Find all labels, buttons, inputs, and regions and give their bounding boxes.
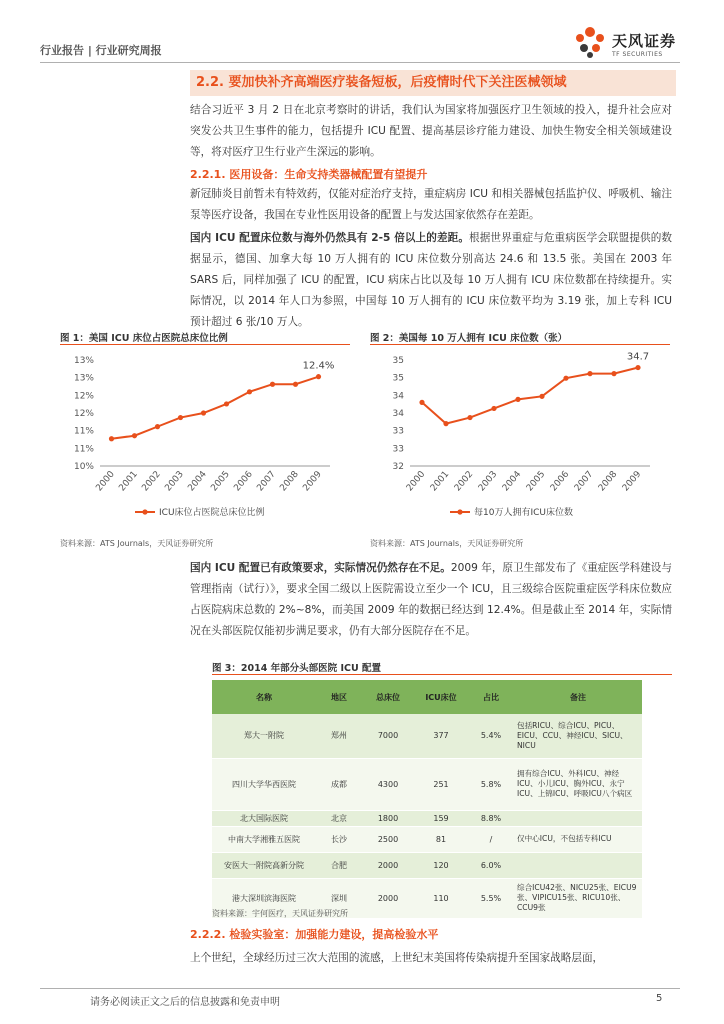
chart1-xtick-label: 2000 bbox=[94, 469, 117, 494]
col-header-ratio: 占比 bbox=[468, 680, 514, 714]
chart1-xtick-label: 2006 bbox=[232, 469, 255, 494]
table-row bbox=[212, 826, 642, 852]
chart1-ytick-label: 13% bbox=[73, 373, 94, 384]
cell-note: 仅中心ICU，不包括专科ICU bbox=[514, 826, 642, 852]
chart1-xtick-label: 2009 bbox=[301, 469, 324, 494]
logo-cn-text: 天风证券 bbox=[612, 32, 677, 50]
cell-icu: 251 bbox=[414, 758, 468, 810]
cell-name: 中南大学湘雅五医院 bbox=[212, 826, 316, 852]
cell-icu: 120 bbox=[414, 852, 468, 878]
chart1-data-point bbox=[201, 410, 206, 415]
cell-region: 北京 bbox=[316, 810, 362, 826]
subsection-title-2: 2.2.2. 检验实验室：加强能力建设，提高检验水平 bbox=[190, 928, 439, 941]
chart2-ytick-label: 35 bbox=[392, 356, 404, 366]
paragraph-2-rest: 根据世界重症与危重病医学会联盟提供的数据显示，德国、加拿大每 10 万人拥有的 ICU 床位数分别高达 24.6 和 13.5 张。美国在 2003 年 SARS 后，同样加强了 ICU 的配置，ICU 病床占比以及每 10 万人拥有 ICU 床位数都在持续提升。实际情况，以 2014 年人口为参照，中国每 10 万人拥有的 ICU 床位数平均为 3.19 张，加上专科 ICU 预计超过 6 张/10 万人。 bbox=[190, 232, 672, 328]
chart1-data-point bbox=[132, 433, 137, 438]
cell-note: 拥有综合ICU、外科ICU、神经ICU、小儿ICU、胸外ICU、永宁ICU、上锦ICU、呼吸ICU八个病区 bbox=[514, 758, 642, 810]
chart1-data-point bbox=[293, 382, 298, 387]
cell-total: 7000 bbox=[362, 714, 414, 758]
cell-total: 1800 bbox=[362, 810, 414, 826]
fig3-source: 资料来源：宇何医疗，天风证券研究所 bbox=[212, 909, 348, 918]
chart1-xtick-label: 2005 bbox=[209, 469, 232, 494]
cell-region: 合肥 bbox=[316, 852, 362, 878]
chart2-xtick-label: 2006 bbox=[548, 469, 572, 494]
subsection-title-1: 2.2.1. 医用设备：生命支持类器械配置有望提升 bbox=[190, 168, 428, 181]
fig2-title: 图 2：美国每 10 万人拥有 ICU 床位数（张） bbox=[370, 333, 568, 344]
chart2-xtick-label: 2003 bbox=[476, 469, 500, 494]
fig3-title: 图 3：2014 年部分头部医院 ICU 配置 bbox=[212, 663, 382, 674]
cell-region: 郑州 bbox=[316, 714, 362, 758]
chart2-ytick-label: 34 bbox=[392, 391, 404, 402]
fig2-divider bbox=[370, 344, 670, 345]
chart1-data-point bbox=[109, 436, 114, 441]
icu-table bbox=[212, 680, 642, 919]
chart1-xtick-label: 2008 bbox=[278, 469, 301, 494]
chart2-xtick-label: 2002 bbox=[452, 469, 476, 494]
paragraph-4: 上个世纪，全球经历过三次大范围的流感，上世纪末美国将传染病提升至国家战略层面， bbox=[190, 952, 604, 964]
chart2-data-point bbox=[515, 397, 520, 402]
chart2-xtick-label: 2009 bbox=[620, 469, 644, 494]
paragraph-2-bold: 国内 ICU 配置床位数与海外仍然具有 2-5 倍以上的差距。 bbox=[190, 232, 470, 244]
chart1-data-point bbox=[316, 374, 321, 379]
chart1-ytick-label: 12% bbox=[73, 391, 94, 402]
chart1-annotation-label: 12.4% bbox=[302, 360, 335, 372]
cell-ratio: 8.8% bbox=[468, 810, 514, 826]
table-header-row bbox=[212, 680, 642, 714]
chart1-xtick-label: 2001 bbox=[117, 469, 140, 494]
fig1-divider bbox=[60, 344, 350, 345]
cell-note: 包括RICU、综合ICU、PICU、EICU、CCU、神经ICU、SICU、NICU bbox=[514, 714, 642, 758]
chart1-xtick-label: 2003 bbox=[163, 469, 186, 494]
section-title: 2.2. 要加快补齐高端医疗装备短板，后疫情时代下关注医械领域 bbox=[190, 70, 676, 96]
table-row bbox=[212, 758, 642, 810]
page-number: 5 bbox=[656, 993, 663, 1004]
tf-logo-icon bbox=[570, 24, 610, 60]
paragraph-3 bbox=[190, 558, 672, 642]
chart2-data-point bbox=[443, 421, 448, 426]
footer-disclaimer: 请务必阅读正文之后的信息披露和免责申明 bbox=[90, 997, 280, 1008]
col-header-icu: ICU床位 bbox=[414, 680, 468, 714]
cell-icu: 81 bbox=[414, 826, 468, 852]
chart2-data-point bbox=[467, 415, 472, 420]
chart1-legend-label: ICU床位占医院总床位比例 bbox=[159, 508, 265, 518]
chart1-data-point bbox=[178, 415, 183, 420]
chart2-ytick-label: 34 bbox=[392, 409, 404, 419]
cell-ratio: 5.5% bbox=[468, 878, 514, 918]
chart1-data-point bbox=[155, 424, 160, 429]
chart2-xtick-label: 2008 bbox=[596, 469, 620, 494]
fig1-title: 图 1：美国 ICU 床位占医院总床位比例 bbox=[60, 333, 228, 344]
chart1-xtick-label: 2007 bbox=[255, 469, 278, 494]
header-report-type: 行业报告 | 行业研究周报 bbox=[40, 44, 162, 57]
chart2-series-line bbox=[422, 368, 638, 424]
paragraph-1: 新冠肺炎目前暂未有特效药，仅能对症治疗支持，重症病房 ICU 和相关器械包括监护仪、呼吸机、输注泵等医疗设备，我国在专业性医用设备的配置上与发达国家依然存在差距。 bbox=[190, 188, 672, 221]
cell-region: 长沙 bbox=[316, 826, 362, 852]
cell-icu: 159 bbox=[414, 810, 468, 826]
col-header-name: 名称 bbox=[212, 680, 316, 714]
footer-divider bbox=[40, 988, 680, 989]
chart2-ytick-label: 32 bbox=[392, 462, 404, 472]
chart2-xtick-label: 2000 bbox=[404, 469, 428, 494]
cell-ratio: 6.0% bbox=[468, 852, 514, 878]
chart2-legend-label: 每10万人拥有ICU床位数 bbox=[474, 508, 573, 518]
cell-ratio: 5.8% bbox=[468, 758, 514, 810]
chart2-xtick-label: 2004 bbox=[500, 469, 524, 494]
cell-total: 2000 bbox=[362, 852, 414, 878]
chart1-ytick-label: 11% bbox=[73, 426, 94, 437]
table-row bbox=[212, 714, 642, 758]
chart2-ytick-label: 35 bbox=[392, 373, 404, 384]
cell-name: 郑大一附院 bbox=[212, 714, 316, 758]
cell-region: 深圳 bbox=[316, 878, 362, 918]
chart2-ytick-label: 33 bbox=[392, 444, 404, 455]
chart2-ytick-label: 33 bbox=[392, 426, 404, 437]
cell-ratio: / bbox=[468, 826, 514, 852]
chart2-data-point bbox=[563, 376, 568, 381]
table-row bbox=[212, 810, 642, 826]
cell-ratio: 5.4% bbox=[468, 714, 514, 758]
chart2-xtick-label: 2005 bbox=[524, 469, 548, 494]
cell-name: 北大国际医院 bbox=[212, 810, 316, 826]
chart1-ytick-label: 13% bbox=[73, 356, 94, 366]
chart1-legend-marker bbox=[142, 509, 147, 514]
cell-note bbox=[514, 852, 642, 878]
chart1-ytick-label: 12% bbox=[73, 409, 94, 419]
chart2-data-point bbox=[587, 371, 592, 376]
cell-note bbox=[514, 810, 642, 826]
cell-icu: 377 bbox=[414, 714, 468, 758]
chart2-data-point bbox=[635, 365, 640, 370]
chart2-data-point bbox=[611, 371, 616, 376]
section-intro: 结合习近平 3 月 2 日在北京考察时的讲话，我们认为国家将加强医疗卫生领域的投入，提升社会应对突发公共卫生事件的能力，包括提升 ICU 配置、提高基层诊疗能力建设、加快生物安全相关领域建设等，将对医疗卫生行业产生深远的影响。 bbox=[190, 104, 672, 158]
cell-icu: 110 bbox=[414, 878, 468, 918]
chart1-ytick-label: 11% bbox=[73, 444, 94, 455]
logo-en-text: TF SECURITIES bbox=[612, 51, 663, 58]
paragraph-3-rest: 2009 年，原卫生部发布了《重症医学科建设与管理指南（试行）》，要求全国二级以上医院需设立至少一个 ICU，且三级综合医院重症医学科床位数应占医院病床总数的 2%~8%，而美国 2009 年的数据已经达到 12.4%。但是截止至 2014 年，实际情况在头部医院仅能初步满足要求，仍有大部分医院存在不足。 bbox=[190, 562, 672, 637]
cell-name: 安医大一附院高新分院 bbox=[212, 852, 316, 878]
chart2-annotation-label: 34.7 bbox=[626, 351, 650, 363]
header-divider bbox=[40, 62, 680, 63]
chart2-xtick-label: 2001 bbox=[428, 469, 452, 494]
chart1-xtick-label: 2002 bbox=[140, 469, 163, 494]
chart2-data-point bbox=[539, 394, 544, 399]
chart1-data-point bbox=[224, 401, 229, 406]
fig1-source: 资料来源：ATS Journals，天风证券研究所 bbox=[60, 539, 214, 548]
chart1-xtick-label: 2004 bbox=[186, 469, 209, 494]
cell-note: 综合ICU42张、NICU25张、EICU9张、VIPICU15张、RICU10张、CCU9张 bbox=[514, 878, 642, 918]
cell-region: 成都 bbox=[316, 758, 362, 810]
fig3-divider bbox=[212, 674, 672, 675]
fig2-source: 资料来源：ATS Journals，天风证券研究所 bbox=[370, 539, 524, 548]
paragraph-3-bold: 国内 ICU 配置已有政策要求，实际情况仍然存在不足。 bbox=[190, 562, 451, 574]
cell-total: 4300 bbox=[362, 758, 414, 810]
chart-icu-per-100k bbox=[370, 346, 670, 530]
chart2-legend-marker bbox=[457, 509, 462, 514]
chart2-data-point bbox=[491, 406, 496, 411]
chart-icu-ratio bbox=[60, 346, 350, 530]
chart2-data-point bbox=[419, 400, 424, 405]
cell-total: 2500 bbox=[362, 826, 414, 852]
table-row bbox=[212, 852, 642, 878]
col-header-region: 地区 bbox=[316, 680, 362, 714]
chart1-series-line bbox=[112, 377, 319, 439]
chart1-data-point bbox=[247, 389, 252, 394]
cell-name: 港大深圳滨海医院 bbox=[212, 878, 316, 918]
cell-name: 四川大学华西医院 bbox=[212, 758, 316, 810]
chart1-ytick-label: 10% bbox=[73, 462, 94, 472]
cell-total: 2000 bbox=[362, 878, 414, 918]
chart1-data-point bbox=[270, 382, 275, 387]
chart2-xtick-label: 2007 bbox=[572, 469, 596, 494]
paragraph-2 bbox=[190, 228, 672, 333]
col-header-note: 备注 bbox=[514, 680, 642, 714]
col-header-total: 总床位 bbox=[362, 680, 414, 714]
